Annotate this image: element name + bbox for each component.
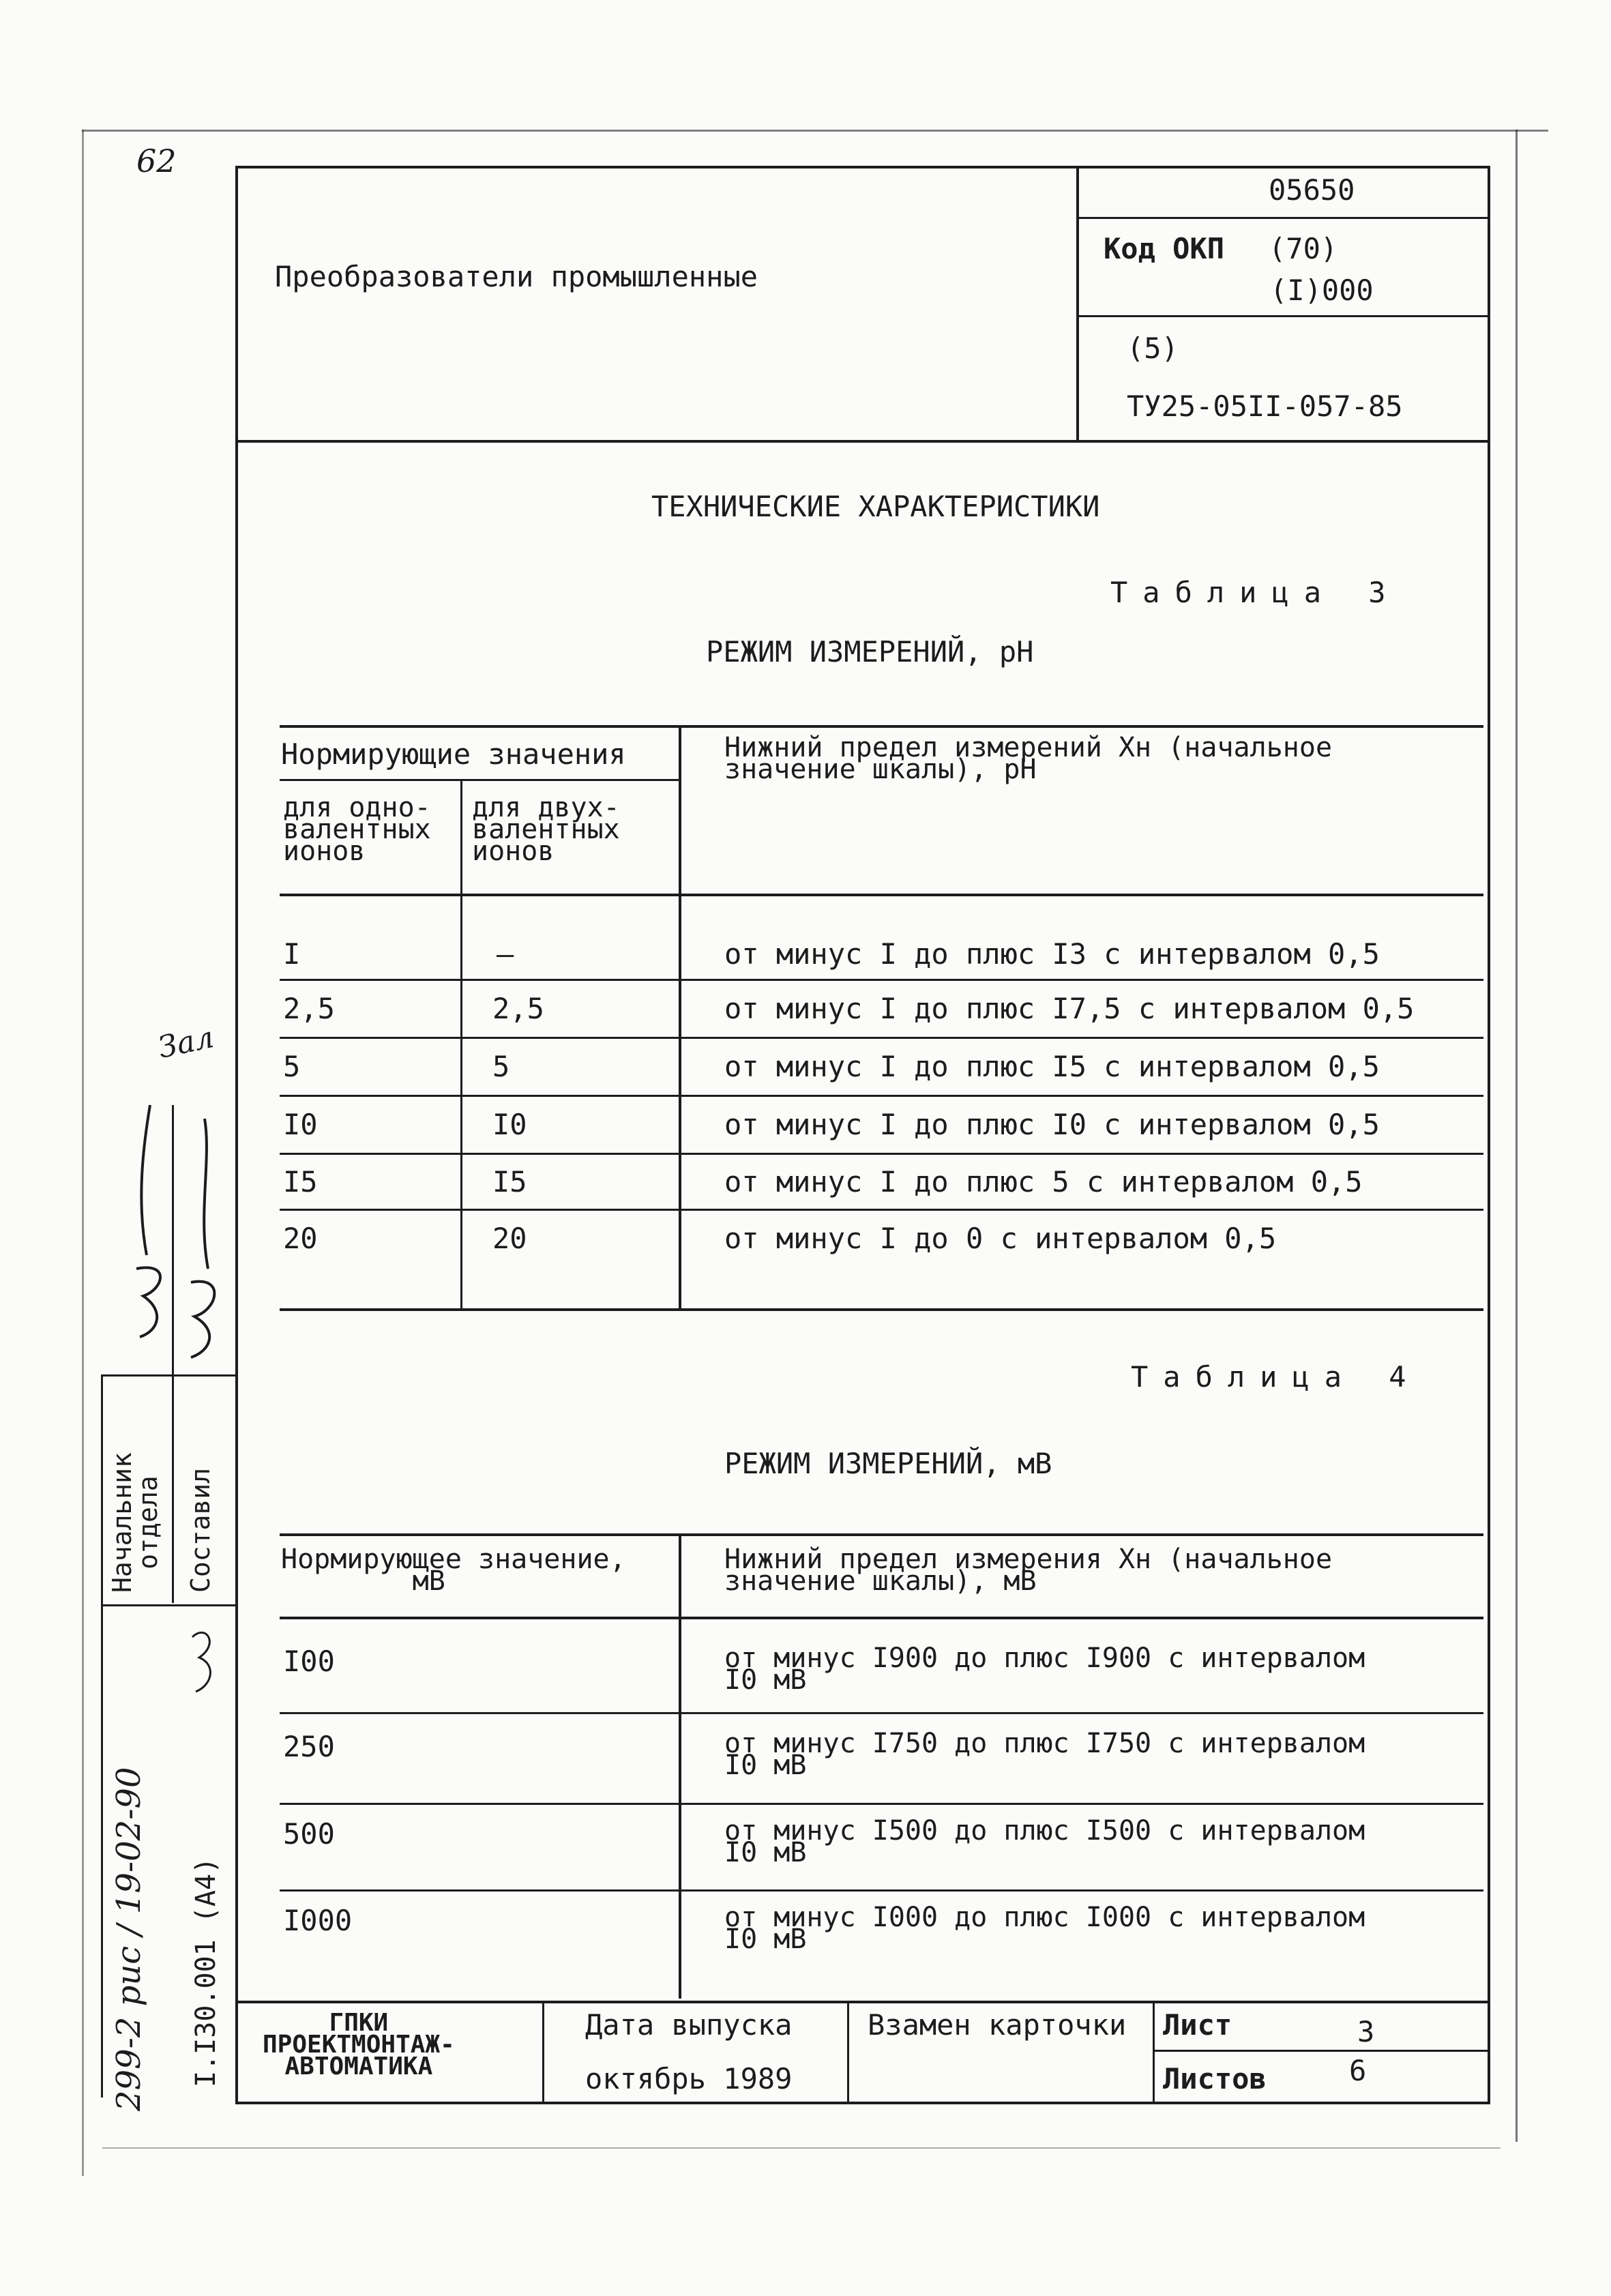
table-cell: от минус I до плюс I7,5 с интервалом 0,5 [724,992,1415,1025]
okp-value-1: (70) [1269,232,1338,265]
spec-number: ТУ25-05II-057-85 [1127,389,1403,423]
table-cell: 5 [492,1050,510,1083]
header-okp-line [1076,315,1490,317]
table4-header-bottom-line [280,1617,1483,1619]
side-compiled: Составил [186,1467,216,1593]
product-title: Преобразователи промышленные [275,260,758,293]
spec-index: (5) [1127,332,1179,365]
table-cell: I5 [283,1165,318,1198]
table-cell: от минус I750 до плюс I750 с интервалом I0 мВ [724,1728,1365,1781]
code-number: 05650 [1269,173,1355,207]
side-dept-head: Начальник отдела [107,1452,163,1593]
table4-label: Таблица 4 [1131,1360,1421,1394]
table-cell: I00 [283,1645,335,1678]
page-number: 62 [136,143,177,179]
table4-header-col1: Нормирующее значение, мВ [281,1544,626,1597]
okp-value-2: (I)000 [1270,274,1374,307]
table-cell: от минус I до плюс I5 с интервалом 0,5 [724,1050,1380,1083]
side-handwritten-date: 299-2 рис / 19-02-90 [110,1767,148,2111]
scan-top-line [82,130,1548,132]
table-cell: от минус I до плюс I0 с интервалом 0,5 [724,1108,1380,1141]
table-cell: I0 [283,1108,318,1141]
table3-header-col3: Нижний предел измерений Xн (начальное значение шкалы), pH [724,732,1333,785]
table4-top-line [280,1533,1483,1536]
table4-header-col2: Нижний предел измерения Xн (начальное значение шкалы), мВ [724,1544,1333,1597]
side-handwritten-mark: Зал [155,1020,217,1065]
initials-image [179,1617,233,1712]
table3-col-divider [679,725,681,1308]
table3-bottom-line [280,1308,1483,1311]
footer-issue-label: Дата выпуска [585,2008,793,2042]
side-strip-line [101,1374,235,1377]
table-cell: I5 [492,1165,527,1198]
header-bottom-line [235,440,1490,443]
footer-sheet-value: 3 [1357,2015,1375,2048]
table3-top-line [280,725,1483,728]
side-strip-line [101,1604,235,1606]
table-cell: 20 [492,1222,527,1255]
table3-caption: РЕЖИМ ИЗМЕРЕНИЙ, pH [706,635,1034,668]
footer-issue-value: октябрь 1989 [585,2062,793,2095]
scan-bottom-line [102,2147,1501,2149]
side-strip-line [101,1374,103,2098]
table3-header-col1: для одно- валентных ионов [283,792,431,867]
side-form-code: I.I30.001 (A4) [190,1857,222,2087]
table-cell: от минус I до плюс 5 с интервалом 0,5 [724,1165,1363,1198]
footer-replaces-label: Взамен карточки [868,2008,1127,2042]
table-cell: 20 [283,1222,318,1255]
table4-row-line [280,1712,1483,1714]
footer-sheets-value: 6 [1349,2054,1367,2087]
table3-label: Таблица 3 [1110,576,1401,609]
header-code-line [1076,217,1490,219]
footer-sheet-label: Лист [1163,2008,1232,2042]
table3-col-divider [460,779,462,1308]
okp-label: Код ОКП [1104,232,1225,265]
footer-top-line [235,2001,1490,2003]
table-cell: I000 [283,1904,353,1937]
table4-row-line [280,1803,1483,1805]
signature-image [109,1064,239,1364]
table-cell: 250 [283,1730,335,1763]
section-title: ТЕХНИЧЕСКИЕ ХАРАКТЕРИСТИКИ [651,490,1100,523]
table3-header-col2: для двух- валентных ионов [472,792,620,867]
table-cell: 2,5 [283,992,335,1025]
table4-col-divider [679,1533,681,1999]
table-cell: 5 [283,1050,301,1083]
scan-left-line [82,130,84,2176]
table-cell: 2,5 [492,992,544,1025]
table-cell: I [283,937,301,971]
table-cell: от минус I900 до плюс I900 с интервалом I0 мВ [724,1643,1365,1696]
table-cell: от минус I до 0 с интервалом 0,5 [724,1222,1277,1255]
footer-col-divider [847,2001,849,2104]
footer-col-divider [1153,2001,1155,2104]
table-cell: – [497,937,514,971]
footer-org: ГПКИ ПРОЕКТМОНТАЖ- АВТОМАТИКА [263,2009,455,2080]
footer-sheets-label: Листов [1163,2062,1267,2095]
table3-header-group: Нормирующие значения [281,737,626,771]
table4-row-line [280,1889,1483,1892]
table3-group-line [280,779,679,781]
footer-sheet-line [1153,2050,1490,2052]
table-cell: от минус I до плюс I3 с интервалом 0,5 [724,937,1380,971]
header-divider [1076,166,1079,441]
table4-caption: РЕЖИМ ИЗМЕРЕНИЙ, мВ [724,1447,1052,1480]
table-cell: 500 [283,1817,335,1851]
table-cell: от минус I000 до плюс I000 с интервалом I0 мВ [724,1902,1365,1955]
table-cell: I0 [492,1108,527,1141]
scan-right-line [1516,130,1518,2142]
table-cell: от минус I500 до плюс I500 с интервалом I0 мВ [724,1815,1365,1868]
footer-col-divider [542,2001,544,2104]
